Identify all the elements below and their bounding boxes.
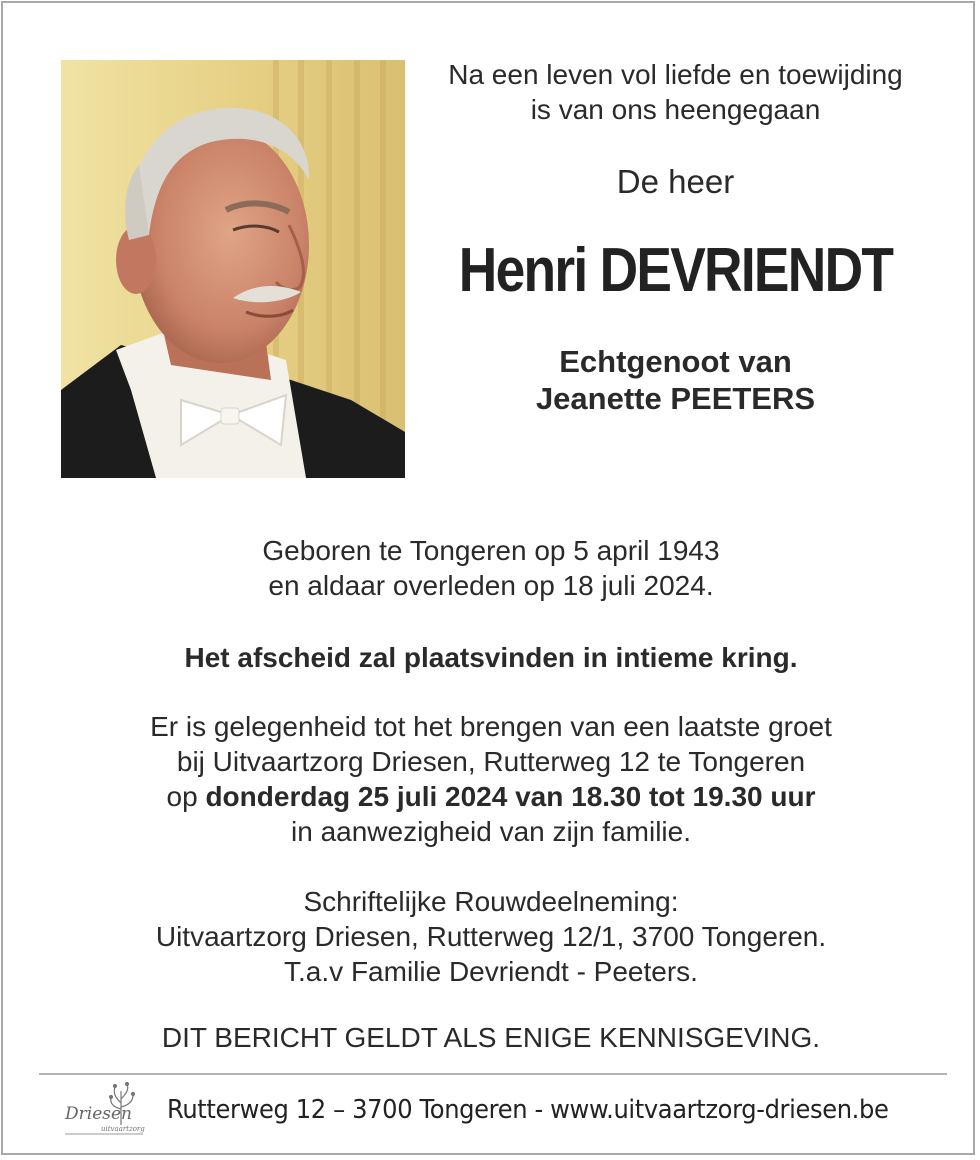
spouse-text xyxy=(403,343,948,417)
visit-line-2: bij Uitvaartzorg Driesen, Rutterweg 12 te Tongeren xyxy=(176,746,806,777)
visit-line-4: in aanwezigheid van zijn familie. xyxy=(291,816,691,847)
birth-death-text xyxy=(3,533,979,603)
portrait-illustration xyxy=(61,60,405,478)
portrait-photo xyxy=(61,60,405,478)
condolence-text xyxy=(3,884,979,989)
footer-divider xyxy=(39,1073,947,1075)
obituary-card xyxy=(1,1,975,1155)
condolence-line-1: Schriftelijke Rouwdeelneming: xyxy=(303,886,679,917)
honorific: De heer xyxy=(616,163,735,200)
spouse-line-1: Echtgenoot van xyxy=(559,344,792,379)
visit-date-time: donderdag 25 juli 2024 van 18.30 tot 19.30 uur xyxy=(205,781,816,812)
logo-subtext: uitvaartzorg xyxy=(101,1125,145,1133)
condolence-line-2: Uitvaartzorg Driesen, Rutterweg 12/1, 3700 Tongeren. xyxy=(155,921,827,952)
logo-text: Driesen xyxy=(65,1104,132,1124)
footer-address: Rutterweg 12 – 3700 Tongeren - www.uitvaartzorg-driesen.be xyxy=(167,1095,889,1125)
spouse-line-2: Jeanette PEETERS xyxy=(535,381,816,416)
closing-notice: DIT BERICHT GELDT ALS ENIGE KENNISGEVING. xyxy=(161,1022,821,1053)
intro-line-1: Na een leven vol liefde en toewijding xyxy=(448,59,903,90)
visit-line-3 xyxy=(3,779,979,814)
intro-line-2: is van ons heengegaan xyxy=(530,94,821,125)
visit-line-3-prefix: op xyxy=(166,781,198,812)
deceased-name: Henri DEVRIENDT xyxy=(458,236,893,305)
funeral-home-logo xyxy=(63,1081,147,1139)
condolence-line-3: T.a.v Familie Devriendt - Peeters. xyxy=(284,956,698,987)
visitation-text xyxy=(3,709,979,849)
farewell-text: Het afscheid zal plaatsvinden in intieme kring. xyxy=(184,642,798,673)
intro-text xyxy=(403,57,948,127)
born-line-2: en aldaar overleden op 18 juli 2024. xyxy=(268,570,714,601)
born-line-1: Geboren te Tongeren op 5 april 1943 xyxy=(262,535,720,566)
visit-line-1: Er is gelegenheid tot het brengen van een laatste groet xyxy=(150,711,832,742)
